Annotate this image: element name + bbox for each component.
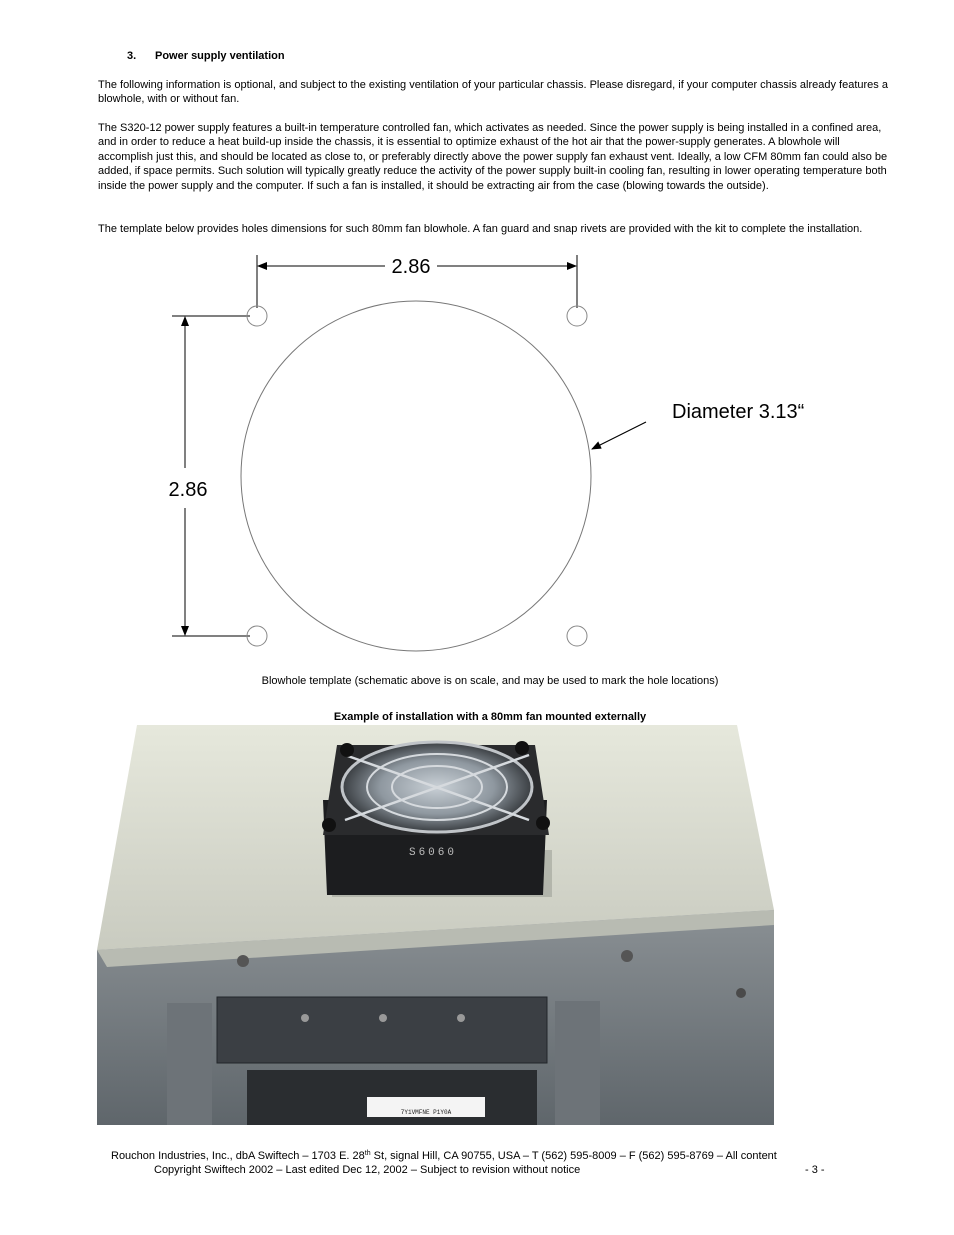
footer-ordinal-suffix: th: [364, 1150, 371, 1157]
side-rail-right: [555, 1001, 600, 1125]
blowhole-circle: [241, 301, 591, 651]
blowhole-template-diagram: [0, 250, 954, 670]
mounting-hole-top-right: [567, 306, 587, 326]
case-screw-1: [237, 955, 249, 967]
horizontal-dimension-label: 2.86: [391, 256, 431, 278]
case-screw-2: [621, 950, 633, 962]
installation-photo: [97, 725, 774, 1125]
fan-rivet-2: [515, 741, 529, 755]
side-rail-left: [167, 1003, 212, 1125]
paragraph-power-supply-fan: The S320-12 power supply features a built-in temperature controlled fan, which activates as needed. Since the power supply is being installed in a confined area, and in order to reduce a heat build-up inside the chassis, it is essential to optimize exhaust of the hot air that the power-supply generates. A blowhole will accomplish just this, and should be located as close to, or preferably directly above the power supply fan exhaust vent. Ideally, a low CFM 80mm fan could also be added, if space permits. Such solution will typically greatly reduce the activity of the power supply built-in cooling fan, resulting in lower operating temperature both inside the power supply and the computer. If such a fan is installed, it should be extracting air from the case (blowing towards the outside).: [98, 122, 888, 192]
section-title: Power supply ventilation: [155, 50, 285, 62]
bay-screw-2: [379, 1014, 387, 1022]
case-screw-3: [736, 988, 746, 998]
footer-address-part2: St, signal Hill, CA 90755, USA – T (562) 595-8009 – F (562) 595-8769 – All content: [370, 1150, 777, 1162]
vertical-dimension-label: 2.86: [168, 479, 208, 501]
mounting-hole-bottom-right: [567, 626, 587, 646]
fan-rivet-3: [322, 818, 336, 832]
section-heading: [127, 50, 285, 62]
fan-marking: S6060: [408, 847, 458, 859]
photo-caption: Example of installation with a 80mm fan mounted externally: [333, 711, 647, 723]
drive-bay-upper: [217, 997, 547, 1063]
fan-rivet-1: [340, 743, 354, 757]
footer-page-number: - 3 -: [805, 1164, 825, 1176]
bay-screw-1: [301, 1014, 309, 1022]
footer-copyright-line: Copyright Swiftech 2002 – Last edited Dec 12, 2002 – Subject to revision without notice: [154, 1164, 581, 1176]
footer-address-line: [111, 1150, 777, 1162]
template-caption: Blowhole template (schematic above is on scale, and may be used to mark the hole locations): [261, 675, 719, 687]
bay-screw-3: [457, 1014, 465, 1022]
paragraph-template-intro: The template below provides holes dimensions for such 80mm fan blowhole. A fan guard and snap rivets are provided with the kit to complete the installation.: [98, 223, 863, 235]
diameter-pointer-arrow: [592, 422, 646, 449]
fan-rivet-4: [536, 816, 550, 830]
paragraph-optional-info: The following information is optional, and subject to the existing ventilation of your particular chassis. Please disregard, if your computer chassis already features a blowhole, with or without fan.: [98, 79, 888, 106]
section-number: 3.: [127, 50, 137, 62]
drive-label-text: 7Y1VMFNE P1Y0A: [400, 1109, 452, 1116]
diameter-label: Diameter 3.13“: [672, 401, 805, 423]
footer-address-part1: Rouchon Industries, Inc., dbA Swiftech – 1703 E. 28: [111, 1150, 365, 1162]
